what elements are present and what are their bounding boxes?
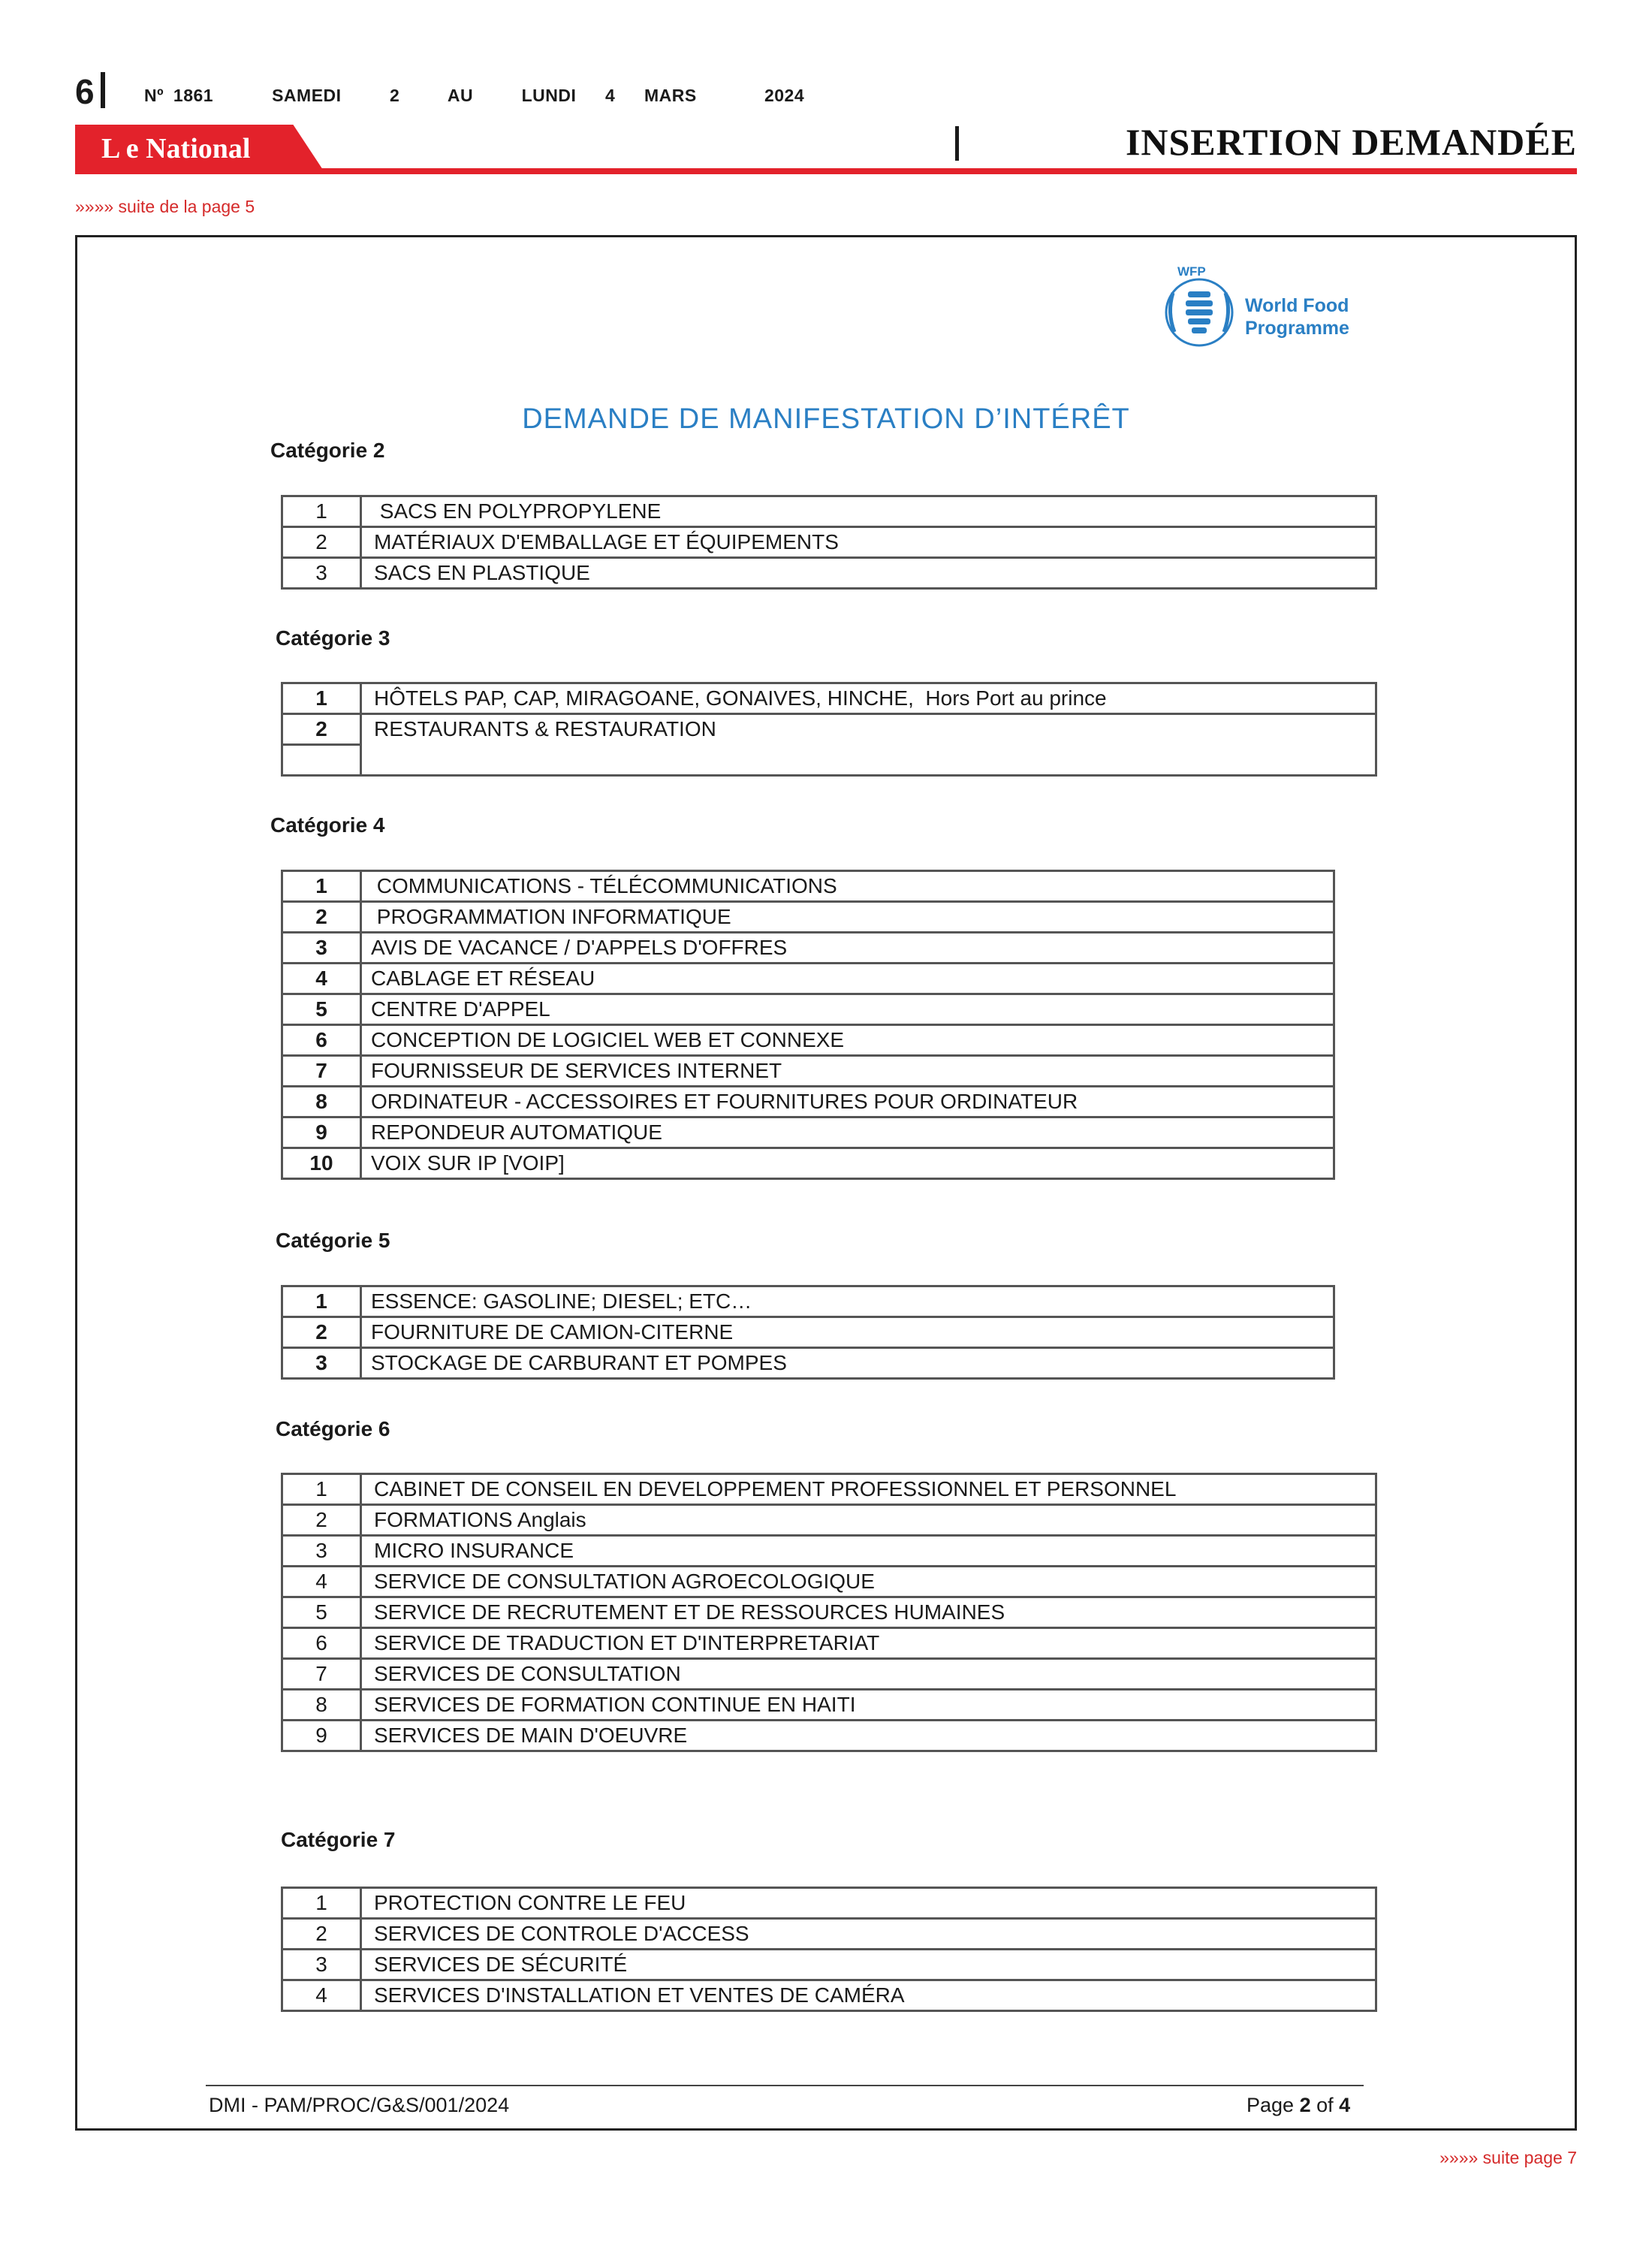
table-row xyxy=(282,683,1376,714)
row-number: 1 xyxy=(282,1474,361,1505)
section-divider xyxy=(955,126,959,161)
row-text: VOIX SUR IP [VOIP] xyxy=(361,1148,1334,1179)
row-number: 2 xyxy=(282,902,361,933)
dateline-month: MARS xyxy=(644,86,697,105)
row-number: 3 xyxy=(282,1348,361,1379)
row-text: SERVICES D'INSTALLATION ET VENTES DE CAMÉRA xyxy=(361,1980,1376,2011)
table-row xyxy=(282,1348,1334,1379)
document-reference: DMI - PAM/PROC/G&S/001/2024 xyxy=(209,2094,510,2116)
row-text: PROTECTION CONTRE LE FEU xyxy=(361,1888,1376,1919)
page-prefix: Page xyxy=(1247,2094,1300,2116)
row-text: SERVICES DE FORMATION CONTINUE EN HAITI xyxy=(361,1690,1376,1721)
table-row xyxy=(282,1980,1376,2011)
table-row xyxy=(282,1286,1334,1317)
category-table xyxy=(281,682,1377,777)
row-number: 1 xyxy=(282,871,361,902)
row-number: 1 xyxy=(282,683,361,714)
row-text: REPONDEUR AUTOMATIQUE xyxy=(361,1117,1334,1148)
issue-number: Nº 1861 xyxy=(144,86,214,105)
category-table xyxy=(281,870,1335,1180)
row-number: 7 xyxy=(282,1056,361,1087)
category-heading: Catégorie 5 xyxy=(276,1229,390,1252)
continued-to-note: »»»» suite page 7 xyxy=(1439,2148,1577,2167)
row-number: 1 xyxy=(282,1286,361,1317)
logo-line1: World Food xyxy=(1245,295,1349,316)
logo-text xyxy=(1245,294,1349,339)
row-text: COMMUNICATIONS - TÉLÉCOMMUNICATIONS xyxy=(361,871,1334,902)
table-row xyxy=(282,496,1376,527)
row-number: 4 xyxy=(282,1567,361,1597)
table-row xyxy=(282,964,1334,994)
row-number: 9 xyxy=(282,1721,361,1751)
row-number: 2 xyxy=(282,1919,361,1950)
page-current: 2 xyxy=(1299,2094,1311,2116)
page-of: of xyxy=(1310,2094,1340,2116)
table-row xyxy=(282,1317,1334,1348)
page-number: 6 xyxy=(75,72,95,111)
table-row xyxy=(282,1628,1376,1659)
row-number: 3 xyxy=(282,1536,361,1567)
row-text: SERVICES DE SÉCURITÉ xyxy=(361,1950,1376,1980)
table-row xyxy=(282,1950,1376,1980)
dateline-day1: SAMEDI xyxy=(272,86,342,105)
category-heading: Catégorie 7 xyxy=(281,1828,396,1851)
header-rule xyxy=(75,168,1577,174)
table-row xyxy=(282,714,1376,745)
row-number: 9 xyxy=(282,1117,361,1148)
document-title: DEMANDE DE MANIFESTATION D’INTÉRÊT xyxy=(522,403,1130,435)
row-text: CONCEPTION DE LOGICIEL WEB ET CONNEXE xyxy=(361,1025,1334,1056)
row-text: CABLAGE ET RÉSEAU xyxy=(361,964,1334,994)
row-text: ESSENCE: GASOLINE; DIESEL; ETC… xyxy=(361,1286,1334,1317)
row-text: RESTAURANTS & RESTAURATION xyxy=(361,714,1376,776)
row-number: 6 xyxy=(282,1025,361,1056)
category-table xyxy=(281,1887,1377,2012)
continued-from-note: »»»» suite de la page 5 xyxy=(75,197,255,216)
row-text: AVIS DE VACANCE / D'APPELS D'OFFRES xyxy=(361,933,1334,964)
masthead-name: L e National xyxy=(101,133,251,164)
table-row xyxy=(282,1690,1376,1721)
section-title: INSERTION DEMANDÉE xyxy=(1125,121,1577,163)
row-text: SERVICE DE CONSULTATION AGROECOLOGIQUE xyxy=(361,1567,1376,1597)
category-table xyxy=(281,1285,1335,1380)
row-number: 1 xyxy=(282,1888,361,1919)
row-number: 3 xyxy=(282,933,361,964)
row-text: HÔTELS PAP, CAP, MIRAGOANE, GONAIVES, HINCHE, Hors Port au prince xyxy=(361,683,1376,714)
table-row xyxy=(282,1087,1334,1117)
table-row xyxy=(282,994,1334,1025)
row-number: 6 xyxy=(282,1628,361,1659)
row-text: CABINET DE CONSEIL EN DEVELOPPEMENT PROFESSIONNEL ET PERSONNEL xyxy=(361,1474,1376,1505)
table-row xyxy=(282,1505,1376,1536)
row-number: 4 xyxy=(282,1980,361,2011)
empty-cell xyxy=(282,745,361,776)
document-page-indicator xyxy=(1247,2094,1350,2117)
row-number: 8 xyxy=(282,1087,361,1117)
row-number: 2 xyxy=(282,1505,361,1536)
row-number: 1 xyxy=(282,496,361,527)
row-number: 4 xyxy=(282,964,361,994)
table-row xyxy=(282,1025,1334,1056)
row-number: 2 xyxy=(282,714,361,745)
row-number: 3 xyxy=(282,558,361,589)
logo-line2: Programme xyxy=(1245,318,1349,339)
row-number: 2 xyxy=(282,1317,361,1348)
page-total: 4 xyxy=(1339,2094,1351,2116)
table-row xyxy=(282,1148,1334,1179)
row-number: 5 xyxy=(282,1597,361,1628)
row-text: FOURNISSEUR DE SERVICES INTERNET xyxy=(361,1056,1334,1087)
table-row xyxy=(282,1919,1376,1950)
row-text: CENTRE D'APPEL xyxy=(361,994,1334,1025)
category-table xyxy=(281,1473,1377,1752)
row-number: 10 xyxy=(282,1148,361,1179)
row-number: 3 xyxy=(282,1950,361,1980)
row-number: 2 xyxy=(282,527,361,558)
table-row xyxy=(282,1888,1376,1919)
table-row xyxy=(282,1721,1376,1751)
table-row xyxy=(282,902,1334,933)
dateline-date1: 2 xyxy=(389,86,400,105)
row-number: 7 xyxy=(282,1659,361,1690)
row-text: SACS EN POLYPROPYLENE xyxy=(361,496,1376,527)
document-footer-rule xyxy=(206,2085,1364,2086)
row-text: SERVICES DE MAIN D'OEUVRE xyxy=(361,1721,1376,1751)
table-row xyxy=(282,1567,1376,1597)
row-text: SERVICE DE RECRUTEMENT ET DE RESSOURCES HUMAINES xyxy=(361,1597,1376,1628)
logo-wfp-text: WFP xyxy=(1177,264,1206,279)
row-text: SACS EN PLASTIQUE xyxy=(361,558,1376,589)
row-text: MICRO INSURANCE xyxy=(361,1536,1376,1567)
row-number: 5 xyxy=(282,994,361,1025)
row-text: SERVICES DE CONSULTATION xyxy=(361,1659,1376,1690)
dateline-day2: LUNDI xyxy=(521,86,577,105)
dateline-au: AU xyxy=(447,86,474,105)
table-row xyxy=(282,1117,1334,1148)
row-text: SERVICES DE CONTROLE D'ACCESS xyxy=(361,1919,1376,1950)
row-number: 8 xyxy=(282,1690,361,1721)
row-text: MATÉRIAUX D'EMBALLAGE ET ÉQUIPEMENTS xyxy=(361,527,1376,558)
table-row xyxy=(282,1536,1376,1567)
row-text: SERVICE DE TRADUCTION ET D'INTERPRETARIAT xyxy=(361,1628,1376,1659)
row-text: STOCKAGE DE CARBURANT ET POMPES xyxy=(361,1348,1334,1379)
table-row xyxy=(282,1474,1376,1505)
row-text: FOURNITURE DE CAMION-CITERNE xyxy=(361,1317,1334,1348)
row-text: PROGRAMMATION INFORMATIQUE xyxy=(361,902,1334,933)
table-row xyxy=(282,558,1376,589)
table-row xyxy=(282,1056,1334,1087)
row-text: ORDINATEUR - ACCESSOIRES ET FOURNITURES POUR ORDINATEUR xyxy=(361,1087,1334,1117)
table-row xyxy=(282,1597,1376,1628)
table-row xyxy=(282,871,1334,902)
table-row xyxy=(282,933,1334,964)
dateline-date2: 4 xyxy=(605,86,616,105)
category-heading: Catégorie 4 xyxy=(270,813,385,837)
dateline-year: 2024 xyxy=(764,86,805,105)
category-heading: Catégorie 6 xyxy=(276,1417,390,1440)
category-heading: Catégorie 3 xyxy=(276,626,390,650)
table-row xyxy=(282,1659,1376,1690)
category-table xyxy=(281,495,1377,590)
dateline xyxy=(144,86,804,106)
page-number-divider xyxy=(101,72,105,108)
row-text: FORMATIONS Anglais xyxy=(361,1505,1376,1536)
category-heading: Catégorie 2 xyxy=(270,439,385,462)
table-row xyxy=(282,527,1376,558)
